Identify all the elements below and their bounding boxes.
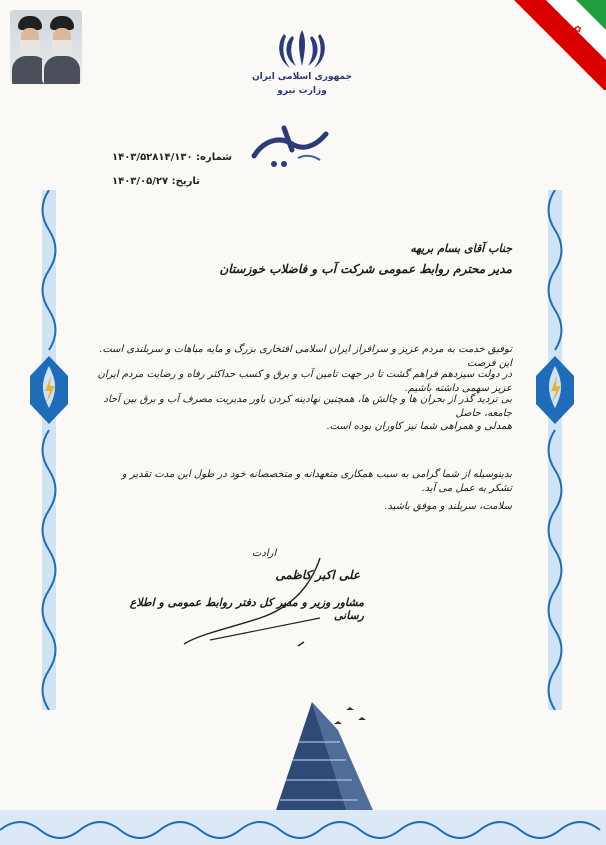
svg-text:✿: ✿	[574, 25, 582, 35]
ministry-logo	[244, 120, 334, 174]
signature-closing: ارادت	[252, 548, 277, 559]
body-line-1: توفیق خدمت به مردم عزیز و سرافراز ایران اسلامی افتخاری بزرگ و مایه مباهات و سربلندی است. این فرصت	[99, 344, 512, 369]
body-line-2: در دولت سیزدهم فراهم گشت تا در جهت تامین آب و برق و کسب حداکثر رفاه و رضایت مردم ایران عزیز سهمی داشته باشیم.	[97, 369, 512, 394]
signatory-name: علی اکبر کاظمی	[275, 568, 360, 582]
number-value: ۱۴۰۳/۵۲۸۱۴/۱۳۰	[112, 152, 193, 163]
body-line-4: همدلی و همراهی شما نیز کاوران بوده است.	[326, 421, 512, 432]
org-line-2: وزارت نیرو	[277, 86, 327, 96]
date-value: ۱۴۰۳/۰۵/۲۷	[112, 176, 169, 187]
iran-flag-ribbon	[506, 0, 606, 90]
letter-date	[112, 176, 200, 187]
org-line-1: جمهوری اسلامی ایران	[251, 72, 353, 82]
body-line-5: بدینوسیله از شما گرامی به سبب همکاری متعهدانه و متخصصانه خود در طول این مدت تقدیر و تشکر به عمل می آید.	[121, 469, 512, 494]
signatory-title: مشاور وزیر و مدیر کل دفتر روابط عمومی و اطلاع رسانی	[129, 596, 364, 622]
leaders-portraits	[10, 10, 82, 88]
recipient-name: جناب آقای بسام بریهه	[410, 242, 512, 255]
decorative-bottom-band	[0, 800, 606, 845]
date-label: تاریخ:	[171, 176, 200, 187]
body-line-6: سلامت، سربلند و موفق باشید.	[384, 501, 512, 512]
letter-number	[112, 152, 232, 163]
decorative-border-left	[28, 190, 70, 710]
decorative-border-right	[534, 190, 576, 710]
portrait-right	[42, 10, 82, 84]
number-label: شماره:	[196, 152, 232, 163]
national-emblem	[272, 26, 332, 72]
body-line-3: بی تردید گذر از بحران ها و چالش ها، همچنین نهادینه کردن باور مدیریت مصرف آب و برق بین آحاد جامعه، حاصل	[103, 394, 512, 419]
recipient-title: مدیر محترم روابط عمومی شرکت آب و فاضلاب خوزستان	[219, 262, 512, 276]
